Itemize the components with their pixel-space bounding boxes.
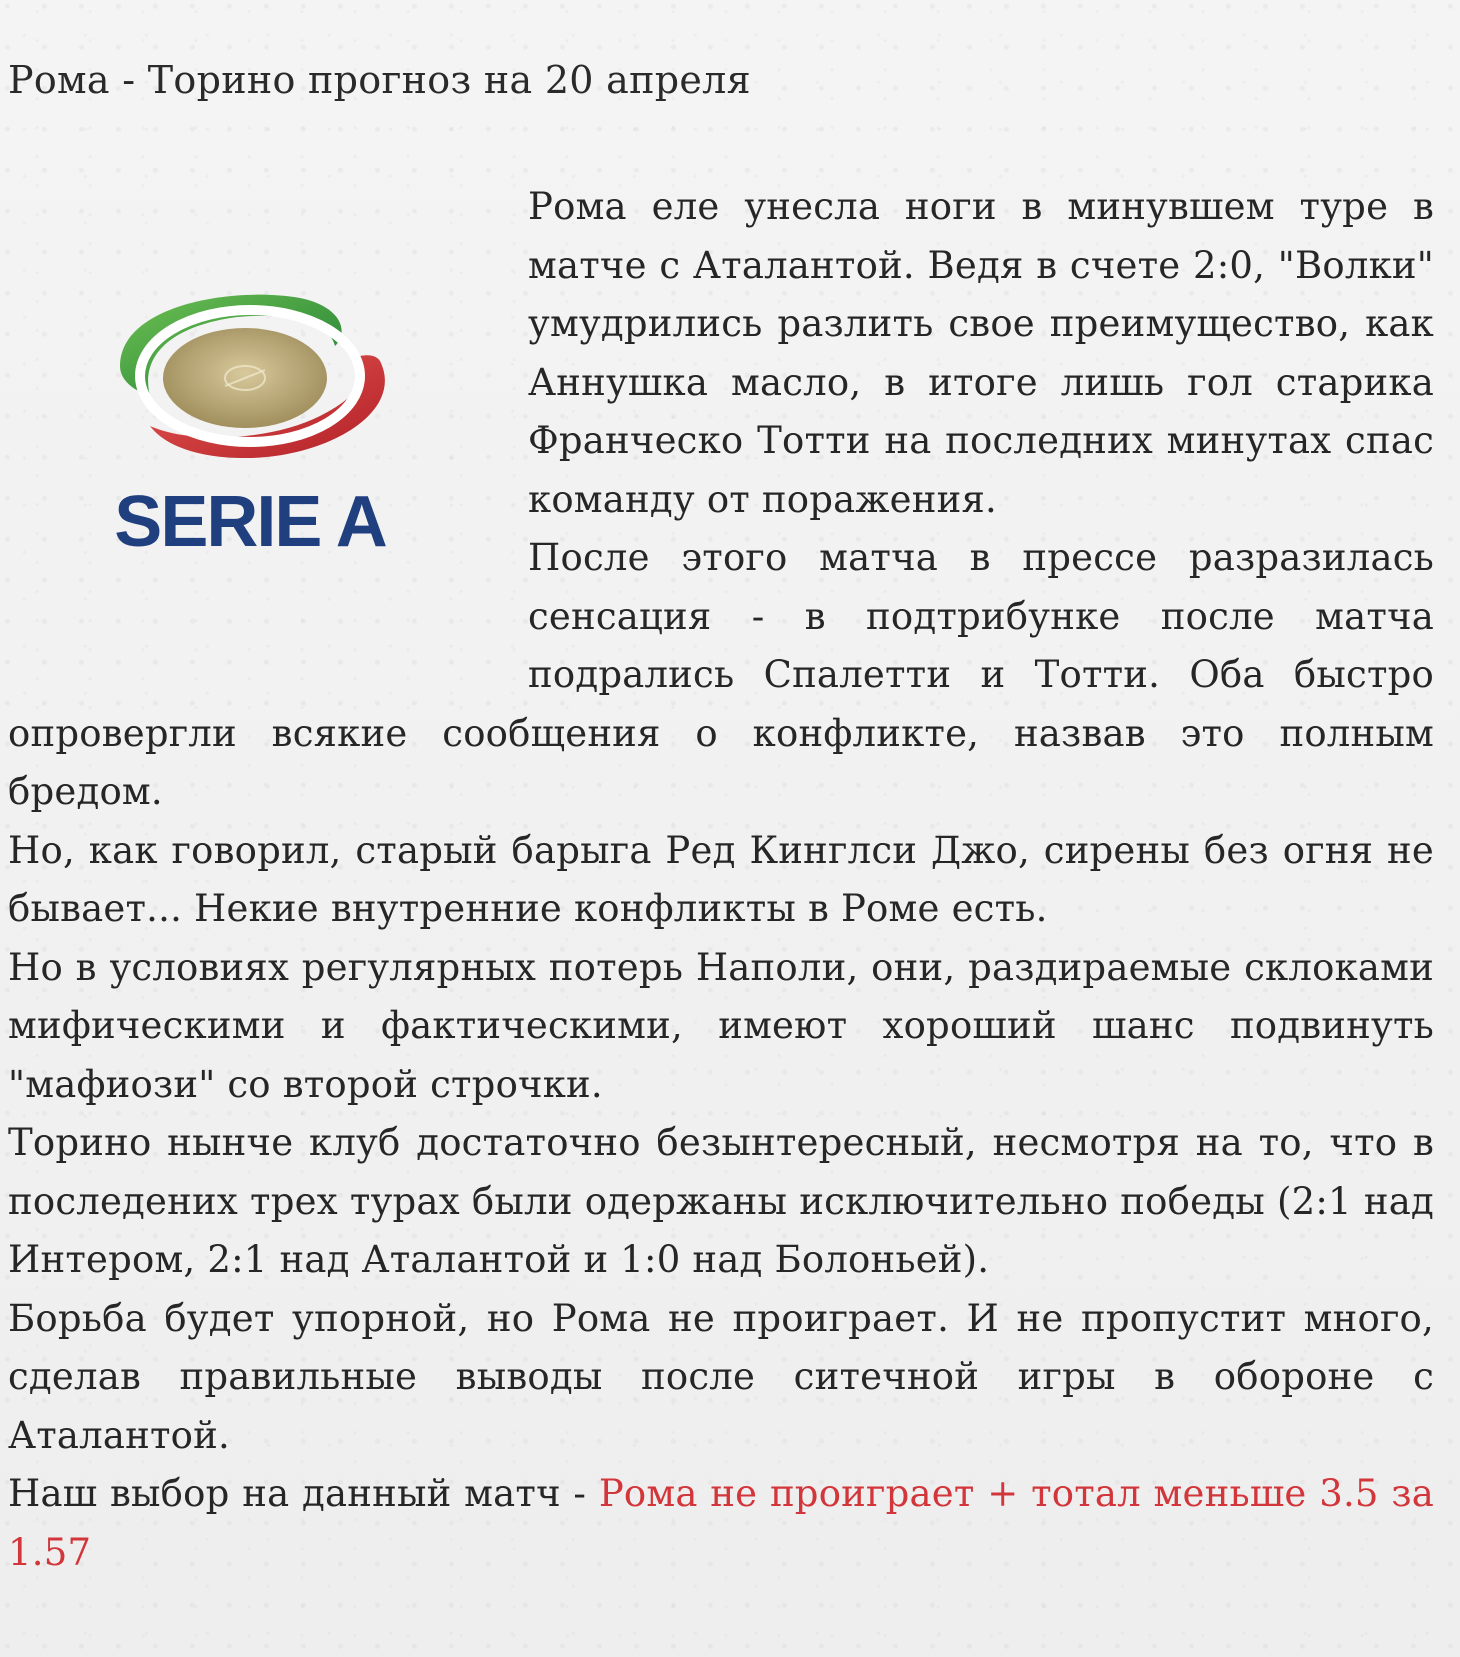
verdict-prefix: Наш выбор на данный матч - bbox=[8, 1472, 599, 1515]
verdict-paragraph bbox=[8, 1465, 1434, 1582]
logo-wordmark: SERIE A bbox=[114, 482, 386, 562]
paragraph: Рома еле унесла ноги в минувшем туре в матче с Аталантой. Ведя в счете 2:0, "Волки" умудрились разлить свое преимущество, как Аннушка масло, в итоге лишь гол старика Франческо Тотти на последних минутах спас команду от поражения. bbox=[528, 185, 1434, 521]
page-title: Рома - Торино прогноз на 20 апреля bbox=[8, 58, 751, 102]
paragraph: Но, как говорил, старый барыга Ред Кинглси Джо, сирены без огня не бывает... Некие внутренние конфликты в Роме есть. bbox=[8, 828, 1434, 930]
paragraph: После этого матча в прессе разразилась сенсация - в подтрибунке после матча подрались Спалетти и Тотти. Оба быстро опровергли всякие сообщения о конфликте, назвав это полным бредом. bbox=[8, 536, 1434, 813]
serie-a-logo bbox=[8, 178, 528, 692]
verdict-pick: Рома не проиграет + тотал меньше 3.5 за 1.57 bbox=[8, 1472, 1434, 1574]
paragraph: Торино нынче клуб достаточно безынтересный, несмотря на то, что в последених трех турах были одержаны исключительно победы (2:1 над Интером, 2:1 над Аталантой и 1:0 над Болоньей). bbox=[8, 1121, 1434, 1281]
serie-a-logo-icon bbox=[80, 276, 420, 566]
paragraph: Борьба будет упорной, но Рома не проиграет. И не пропустит много, сделав правильные выводы после ситечной игры в обороне с Аталантой. bbox=[8, 1296, 1434, 1457]
paragraph: Но в условиях регулярных потерь Наполи, они, раздираемые склоками мифическими и фактическими, имеют хороший шанс подвинуть "мафиози" со второй строчки. bbox=[8, 945, 1434, 1106]
